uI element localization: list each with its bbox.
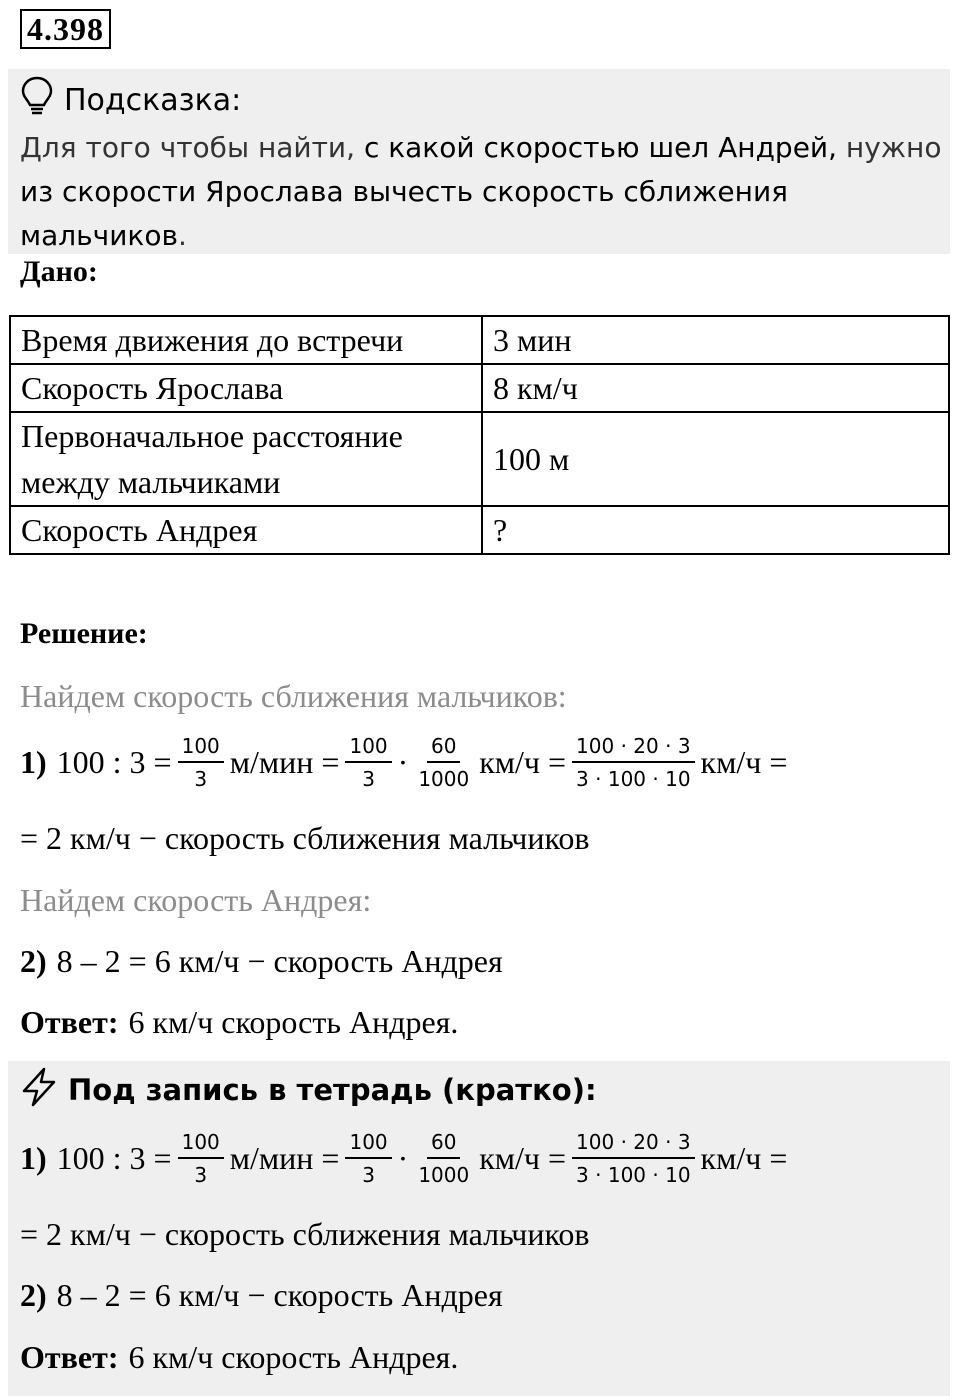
fraction	[414, 1130, 473, 1187]
table-cell-value: 100 м	[482, 412, 949, 506]
given-table	[9, 315, 950, 555]
denominator: 3 · 100 · 10	[576, 767, 691, 791]
denominator: 1000	[418, 767, 470, 791]
denominator: 1000	[418, 1163, 470, 1187]
lightning-icon	[20, 1067, 68, 1114]
denominator: 3	[194, 1163, 208, 1187]
lightbulb-icon	[20, 76, 64, 124]
expr-part: 100 : 3 =	[56, 1140, 172, 1176]
table-cell-key-line: Первоначальное расстояние	[21, 418, 403, 454]
expr-part: ·	[397, 744, 409, 780]
fraction	[572, 734, 695, 791]
denominator: 3	[194, 767, 208, 791]
find-line-2: Найдем скорость Андрея:	[20, 882, 372, 918]
hint-text-emphasis: мальчиков	[20, 219, 178, 252]
numerator: 100	[345, 734, 391, 763]
hint-text-emphasis: из скорости Ярослава вычесть скорость сближения	[20, 175, 788, 208]
expr-part: 8 – 2 = 6 км/ч − скорость Андрея	[56, 943, 503, 979]
answer-text: 6 км/ч скорость Андрея.	[128, 1339, 459, 1375]
hint-text-part: Для того чтобы найти,	[20, 131, 364, 164]
short-header	[20, 1066, 597, 1114]
table-cell-key	[10, 412, 482, 506]
answer-line	[20, 1004, 458, 1041]
answer-label: Ответ:	[20, 1339, 119, 1375]
fraction	[572, 1130, 695, 1187]
hint-text-part: .	[177, 219, 187, 252]
find-line-1: Найдем скорость сближения мальчиков:	[20, 678, 567, 714]
table-row	[10, 316, 949, 364]
expr-part: км/ч =	[700, 1140, 788, 1176]
step-1-line	[20, 734, 787, 791]
numerator: 100	[178, 734, 224, 763]
numerator: 100	[178, 1130, 224, 1159]
short-step-1-line	[20, 1130, 787, 1187]
expr-part: 100 : 3 =	[56, 744, 172, 780]
numerator: 100 · 20 · 3	[572, 734, 695, 763]
expr-part: км/ч =	[479, 1140, 567, 1176]
expr-part: км/ч =	[700, 744, 788, 780]
table-cell-key-line: между мальчиками	[21, 464, 281, 500]
expr-part: м/мин =	[229, 744, 340, 780]
fraction	[345, 734, 391, 791]
denominator: 3	[362, 767, 375, 791]
hint-header	[20, 78, 241, 122]
hint-text	[20, 126, 945, 258]
step-number: 2)	[20, 943, 47, 979]
fraction	[178, 734, 224, 791]
short-title: Под запись в тетрадь (кратко):	[68, 1073, 597, 1107]
expr-part: ·	[397, 1140, 409, 1176]
expr-part: м/мин =	[229, 1140, 340, 1176]
table-cell-value: 3 мин	[482, 316, 949, 364]
table-cell-value: 8 км/ч	[482, 364, 949, 412]
hint-title: Подсказка:	[64, 82, 242, 118]
numerator: 60	[427, 734, 460, 763]
problem-number: 4.398	[20, 9, 111, 49]
denominator: 3	[362, 1163, 375, 1187]
step-1b-line: = 2 км/ч − скорость сближения мальчиков	[20, 820, 590, 856]
answer-text: 6 км/ч скорость Андрея.	[128, 1004, 459, 1040]
numerator: 100 · 20 · 3	[572, 1130, 695, 1159]
step-2-line	[20, 943, 503, 980]
fraction	[178, 1130, 224, 1187]
table-cell-key: Скорость Ярослава	[10, 364, 482, 412]
numerator: 100	[345, 1130, 391, 1159]
denominator: 3 · 100 · 10	[576, 1163, 691, 1187]
step-number: 2)	[20, 1277, 47, 1313]
table-cell-key: Время движения до встречи	[10, 316, 482, 364]
short-step-1b-line: = 2 км/ч − скорость сближения мальчиков	[20, 1216, 590, 1252]
table-row	[10, 364, 949, 412]
short-answer-line	[20, 1339, 458, 1376]
hint-text-emphasis: с какой скоростью шел Андрей,	[363, 131, 838, 164]
step-number: 1)	[20, 744, 47, 780]
table-row	[10, 412, 949, 506]
solution-heading: Решение:	[20, 617, 148, 650]
numerator: 60	[427, 1130, 460, 1159]
given-heading: Дано:	[20, 255, 98, 288]
table-cell-value: ?	[482, 506, 949, 554]
table-cell-key: Скорость Андрея	[10, 506, 482, 554]
expr-part: км/ч =	[479, 744, 567, 780]
expr-part: 8 – 2 = 6 км/ч − скорость Андрея	[56, 1277, 503, 1313]
fraction	[345, 1130, 391, 1187]
step-number: 1)	[20, 1140, 47, 1176]
short-step-2-line	[20, 1277, 503, 1314]
answer-label: Ответ:	[20, 1004, 119, 1040]
table-row	[10, 506, 949, 554]
hint-text-part: нужно	[837, 131, 942, 164]
fraction	[414, 734, 473, 791]
